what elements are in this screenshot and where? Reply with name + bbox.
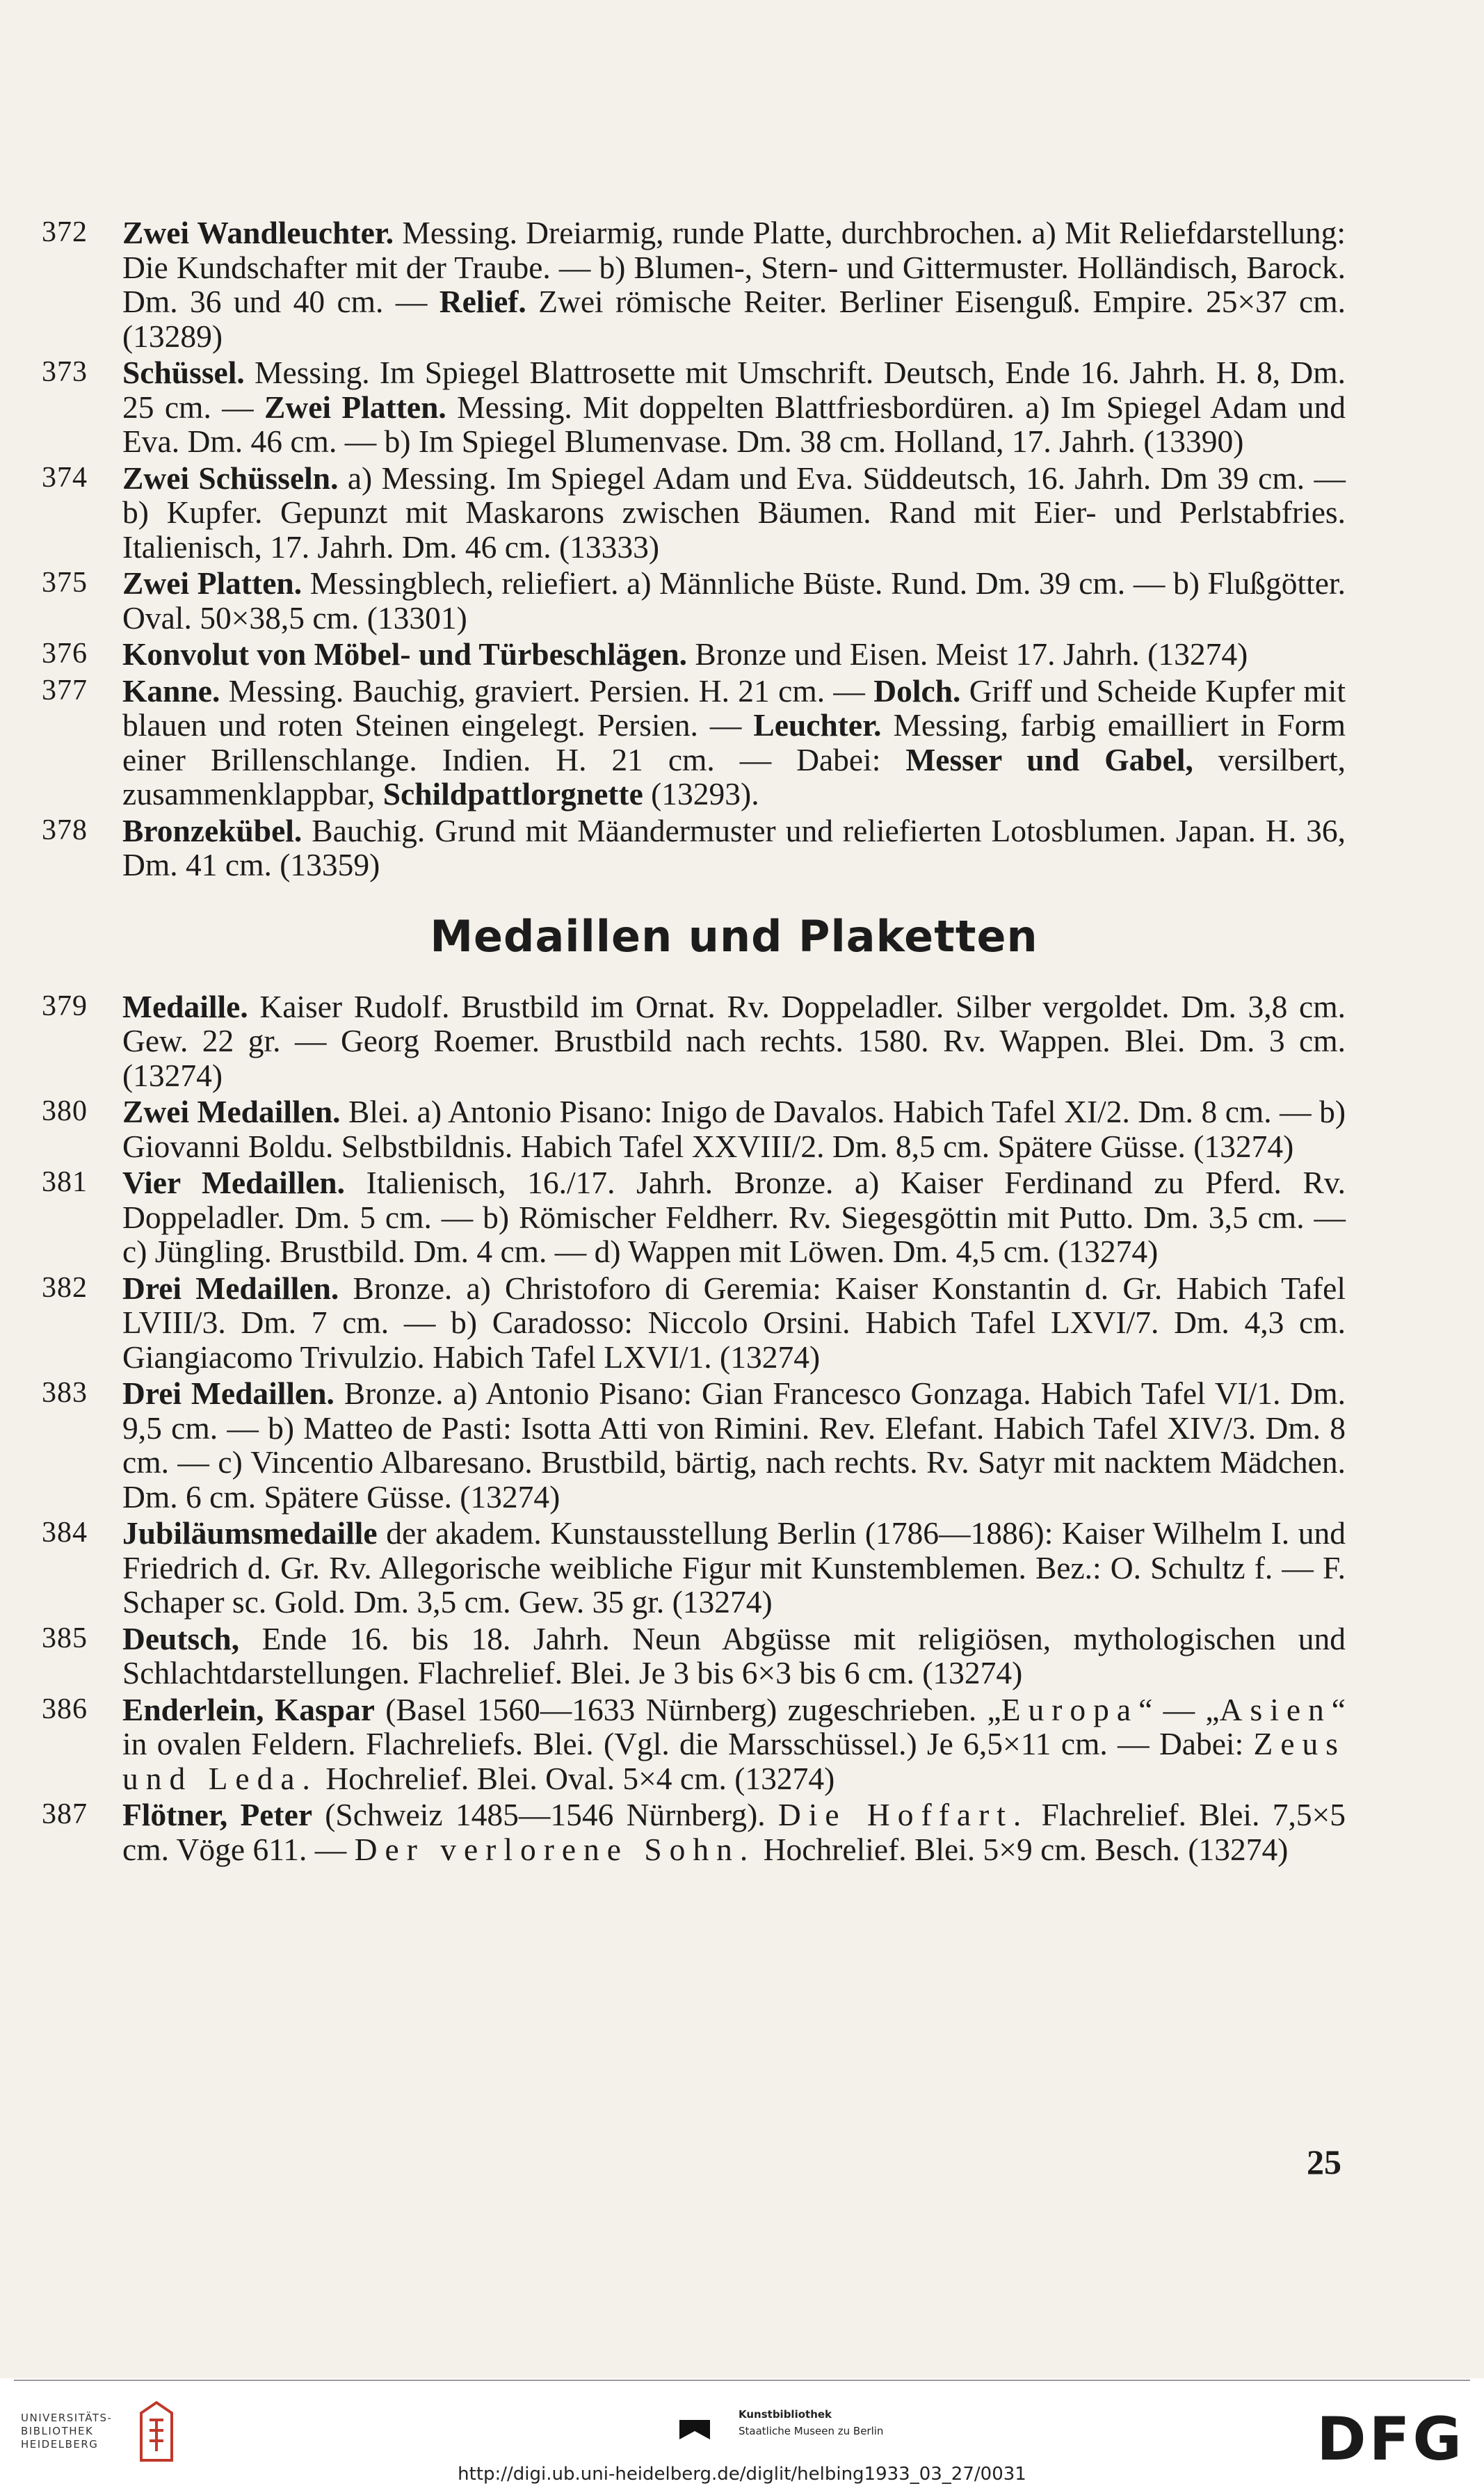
lot-text: Bronze. a) Christoforo di Geremia: Kaiser Konstantin d. Gr. Habich Tafel LVIII/3. Dm. 7 cm. — b) Caradosso: Niccolo Orsini. Habich Tafel LXVI/7. Dm. 4,3 cm. Giangiacomo Trivulzio. Habich Tafel LXVI/1. (13274)	[122, 1270, 1346, 1375]
kb-subtitle: Staatliche Museen zu Berlin	[739, 2425, 884, 2437]
dfg-logo: DFG	[1316, 2405, 1465, 2474]
lot-text: Messing, farbig emailliert in Form einer Brillenschlange. Indien. H. 21 cm. — Dabei:	[122, 707, 1346, 777]
catalog-entry	[42, 990, 1346, 1093]
lot-description	[122, 1271, 1346, 1375]
lot-title: Zwei Platten.	[264, 389, 446, 425]
lot-description	[122, 674, 1346, 812]
uni-line: BIBLIOTHEK	[21, 2425, 94, 2437]
lot-number: 378	[42, 814, 88, 846]
spaced-title: Die Hoffart.	[777, 1797, 1029, 1832]
kunstbibliothek-label	[739, 2406, 883, 2439]
lot-title: Medaille.	[122, 988, 248, 1024]
lot-number: 386	[42, 1693, 88, 1725]
lot-description	[122, 1798, 1346, 1866]
lot-text: Kaiser Rudolf. Brustbild im Ornat. Rv. Doppeladler. Silber vergoldet. Dm. 3,8 cm. Gew. 22 gr. — Georg Roemer. Brustbild nach rechts. 1580. Rv. Wappen. Blei. Dm. 3 cm. (13274)	[122, 988, 1346, 1093]
lot-title: Leuchter.	[753, 707, 882, 743]
lot-title: Enderlein, Kaspar	[122, 1691, 375, 1727]
catalog-entry	[42, 461, 1346, 565]
lot-title: Bronzekübel.	[122, 812, 303, 848]
catalog-entry	[42, 1165, 1346, 1269]
source-url[interactable]: http://digi.ub.uni-heidelberg.de/diglit/helbing1933_03_27/0031	[458, 2464, 1026, 2485]
university-library-label	[21, 2412, 112, 2451]
lot-text: Hochrelief. Blei. 5×9 cm. Besch. (13274)	[755, 1831, 1289, 1867]
catalog-entry	[42, 216, 1346, 353]
lot-title: Messer und Gabel,	[905, 741, 1193, 777]
catalog-entry	[42, 814, 1346, 882]
lot-text: Messingblech, reliefiert. a) Männliche Büste. Rund. Dm. 39 cm. — b) Flußgötter. Oval. 50×38,5 cm. (13301)	[122, 565, 1346, 636]
catalog-entry	[42, 1622, 1346, 1690]
catalog-entry	[42, 1376, 1346, 1514]
lot-number: 373	[42, 356, 88, 388]
spaced-title: Asien	[1219, 1691, 1332, 1727]
uni-line: HEIDELBERG	[21, 2438, 99, 2451]
kunstbibliothek-logo-icon	[678, 2419, 711, 2452]
lot-number: 387	[42, 1798, 88, 1830]
lot-number: 374	[42, 461, 88, 494]
lot-number: 372	[42, 216, 88, 248]
lot-text: Messing. Mit doppelten Blattfriesbordüren. a) Im Spiegel Adam und Eva. Dm. 46 cm. — b) Im Spiegel Blumenvase. Dm. 38 cm. Holland, 17. Jahrh. (13390)	[122, 389, 1346, 459]
lot-number: 381	[42, 1166, 88, 1198]
spaced-title: Zeus und Leda.	[122, 1726, 1346, 1796]
lot-title: Dolch.	[873, 672, 961, 709]
uni-line: UNIVERSITÄTS-	[21, 2412, 113, 2424]
catalog-entry	[42, 1798, 1346, 1866]
spaced-title: Europa	[1001, 1691, 1139, 1727]
catalog-entry	[42, 1095, 1346, 1163]
lot-number: 385	[42, 1622, 88, 1654]
catalog-entry	[42, 566, 1346, 635]
lot-title: Zwei Schüsseln.	[122, 460, 339, 496]
lot-title: Schildpattlorgnette	[382, 776, 643, 812]
footer-bar	[0, 2378, 1484, 2486]
lot-number: 377	[42, 674, 88, 707]
lot-number: 383	[42, 1377, 88, 1409]
lot-text: Blei. a) Antonio Pisano: Inigo de Davalos. Habich Tafel XI/2. Dm. 8 cm. — b) Giovanni Boldu. Selbstbildnis. Habich Tafel XXVIII/2. Dm. 8,5 cm. Spätere Güsse. (13274)	[122, 1094, 1346, 1164]
lot-description	[122, 1693, 1346, 1796]
lot-title: Relief.	[439, 284, 526, 319]
lot-description	[122, 990, 1346, 1093]
lot-text: (13293).	[643, 776, 759, 812]
lot-number: 375	[42, 567, 88, 599]
lot-number: 384	[42, 1517, 88, 1549]
lot-title: Zwei Wandleuchter.	[122, 215, 394, 250]
page-number: 25	[1307, 2142, 1341, 2181]
lot-text: Messing. Dreiarmig, runde Platte, durchbrochen. a) Mit Reliefdarstellung: Die Kundschafter mit der Traube. — b) Blumen-, Stern- und Gittermuster. Holländisch, Barock. Dm. 36 und 40 cm. —	[122, 215, 1346, 319]
lot-title: Deutsch,	[122, 1620, 240, 1656]
lot-description	[122, 1376, 1346, 1514]
lot-description	[122, 1095, 1346, 1163]
lot-text: versilbert, zusammenklappbar,	[122, 741, 1346, 812]
lot-text: (Schweiz 1485—1546 Nürnberg).	[312, 1797, 778, 1832]
lot-title: Flötner, Peter	[122, 1797, 313, 1832]
catalog-content	[42, 216, 1346, 1868]
catalog-entry	[42, 355, 1346, 459]
lot-title: Konvolut von Möbel- und Türbeschlägen.	[122, 636, 688, 672]
lot-description	[122, 814, 1346, 882]
lot-text: der akadem. Kunstausstellung Berlin (1786—1886): Kaiser Wilhelm I. und Friedrich d. Gr. Rv. Allegorische weibliche Figur mit Kunstemblemen. Bez.: O. Schultz f. — F. Schaper sc. Gold. Dm. 3,5 cm. Gew. 35 gr. (13274)	[122, 1515, 1346, 1620]
lot-title: Zwei Platten.	[122, 565, 303, 601]
lot-text: Flachrelief. Blei. 7,5×5 cm. Vöge 611. —	[122, 1797, 1346, 1867]
lot-text: Hochrelief. Blei. Oval. 5×4 cm. (13274)	[317, 1760, 835, 1796]
catalog-entry	[42, 1693, 1346, 1796]
lot-text: “ — „	[1138, 1691, 1220, 1727]
lot-text: Zwei römische Reiter. Berliner Eisenguß. Empire. 25×37 cm. (13289)	[122, 284, 1346, 354]
catalog-entry	[42, 674, 1346, 812]
lot-text: Bronze und Eisen. Meist 17. Jahrh. (13274)	[687, 636, 1248, 672]
lot-text: Italienisch, 16./17. Jahrh. Bronze. a) Kaiser Ferdinand zu Pferd. Rv. Doppeladler. Dm. 5 cm. — b) Römischer Feldherr. Rv. Siegesgöttin mit Putto. Dm. 3,5 cm. — c) Jüngling. Brustbild. Dm. 4 cm. — d) Wappen mit Löwen. Dm. 4,5 cm. (13274)	[122, 1165, 1346, 1269]
catalog-list-top	[42, 216, 1346, 882]
catalog-entry	[42, 637, 1346, 672]
lot-number: 376	[42, 638, 88, 670]
catalog-entry	[42, 1271, 1346, 1375]
lot-title: Kanne.	[122, 672, 220, 709]
lot-text: Griff und Scheide Kupfer mit blauen und roten Steinen eingelegt. Persien. —	[122, 672, 1346, 743]
lot-description	[122, 637, 1346, 672]
lot-description	[122, 566, 1346, 635]
lot-description	[122, 1516, 1346, 1620]
lot-description	[122, 355, 1346, 459]
lot-description	[122, 1165, 1346, 1269]
footer-divider	[14, 2380, 1470, 2381]
kb-name: Kunstbibliothek	[739, 2408, 832, 2421]
lot-title: Drei Medaillen.	[122, 1270, 339, 1306]
lot-description	[122, 1622, 1346, 1690]
section-title: Medaillen und Plaketten	[430, 910, 1038, 962]
lot-description	[122, 216, 1346, 353]
lot-text: Messing. Bauchig, graviert. Persien. H. 21 cm. —	[220, 672, 874, 709]
lot-number: 382	[42, 1271, 88, 1304]
lot-title: Zwei Medaillen.	[122, 1094, 341, 1129]
lot-title: Jubiläumsmedaille	[122, 1515, 378, 1551]
lot-text: Bronze. a) Antonio Pisano: Gian Francesco Gonzaga. Habich Tafel VI/1. Dm. 9,5 cm. — b) Matteo de Pasti: Isotta Atti von Rimini. Rev. Elefant. Habich Tafel XIV/3. Dm. 8 cm. — c) Vincentio Albaresano. Brustbild, bärtig, nach rechts. Rv. Satyr mit nacktem Mädchen. Dm. 6 cm. Spätere Güsse. (13274)	[122, 1375, 1346, 1515]
lot-text: Bauchig. Grund mit Mäandermuster und reliefierten Lotosblumen. Japan. H. 36, Dm. 41 cm. (13359)	[122, 812, 1346, 882]
lot-text: Messing. Im Spiegel Blattrosette mit Umschrift. Deutsch, Ende 16. Jahrh. H. 8, Dm. 25 cm. —	[122, 355, 1346, 425]
lot-number: 379	[42, 990, 88, 1022]
lot-description	[122, 461, 1346, 565]
lot-text: Ende 16. bis 18. Jahrh. Neun Abgüsse mit religiösen, mythologischen und Schlachtdarstellungen. Flachrelief. Blei. Je 3 bis 6×3 bis 6 cm. (13274)	[122, 1620, 1346, 1690]
catalog-entry	[42, 1516, 1346, 1620]
lot-text: (Basel 1560—1633 Nürnberg) zugeschrieben. „	[374, 1691, 1001, 1727]
lot-text: “ in ovalen Feldern. Flachreliefs. Blei. (Vgl. die Marsschüssel.) Je 6,5×11 cm. — Dabei:	[122, 1691, 1346, 1761]
lot-number: 380	[42, 1095, 88, 1127]
university-logo-icon	[136, 2399, 177, 2465]
catalog-list-medals	[42, 990, 1346, 1867]
lot-title: Vier Medaillen.	[122, 1165, 345, 1200]
lot-title: Schüssel.	[122, 355, 245, 390]
lot-title: Drei Medaillen.	[122, 1375, 334, 1411]
lot-text: a) Messing. Im Spiegel Adam und Eva. Süddeutsch, 16. Jahrh. Dm 39 cm. — b) Kupfer. Gepunzt mit Maskarons zwischen Bäumen. Rand mit Eier- und Perlstabfries. Italienisch, 17. Jahrh. Dm. 46 cm. (13333)	[122, 460, 1346, 565]
spaced-title: Der verlorene Sohn.	[354, 1831, 756, 1867]
